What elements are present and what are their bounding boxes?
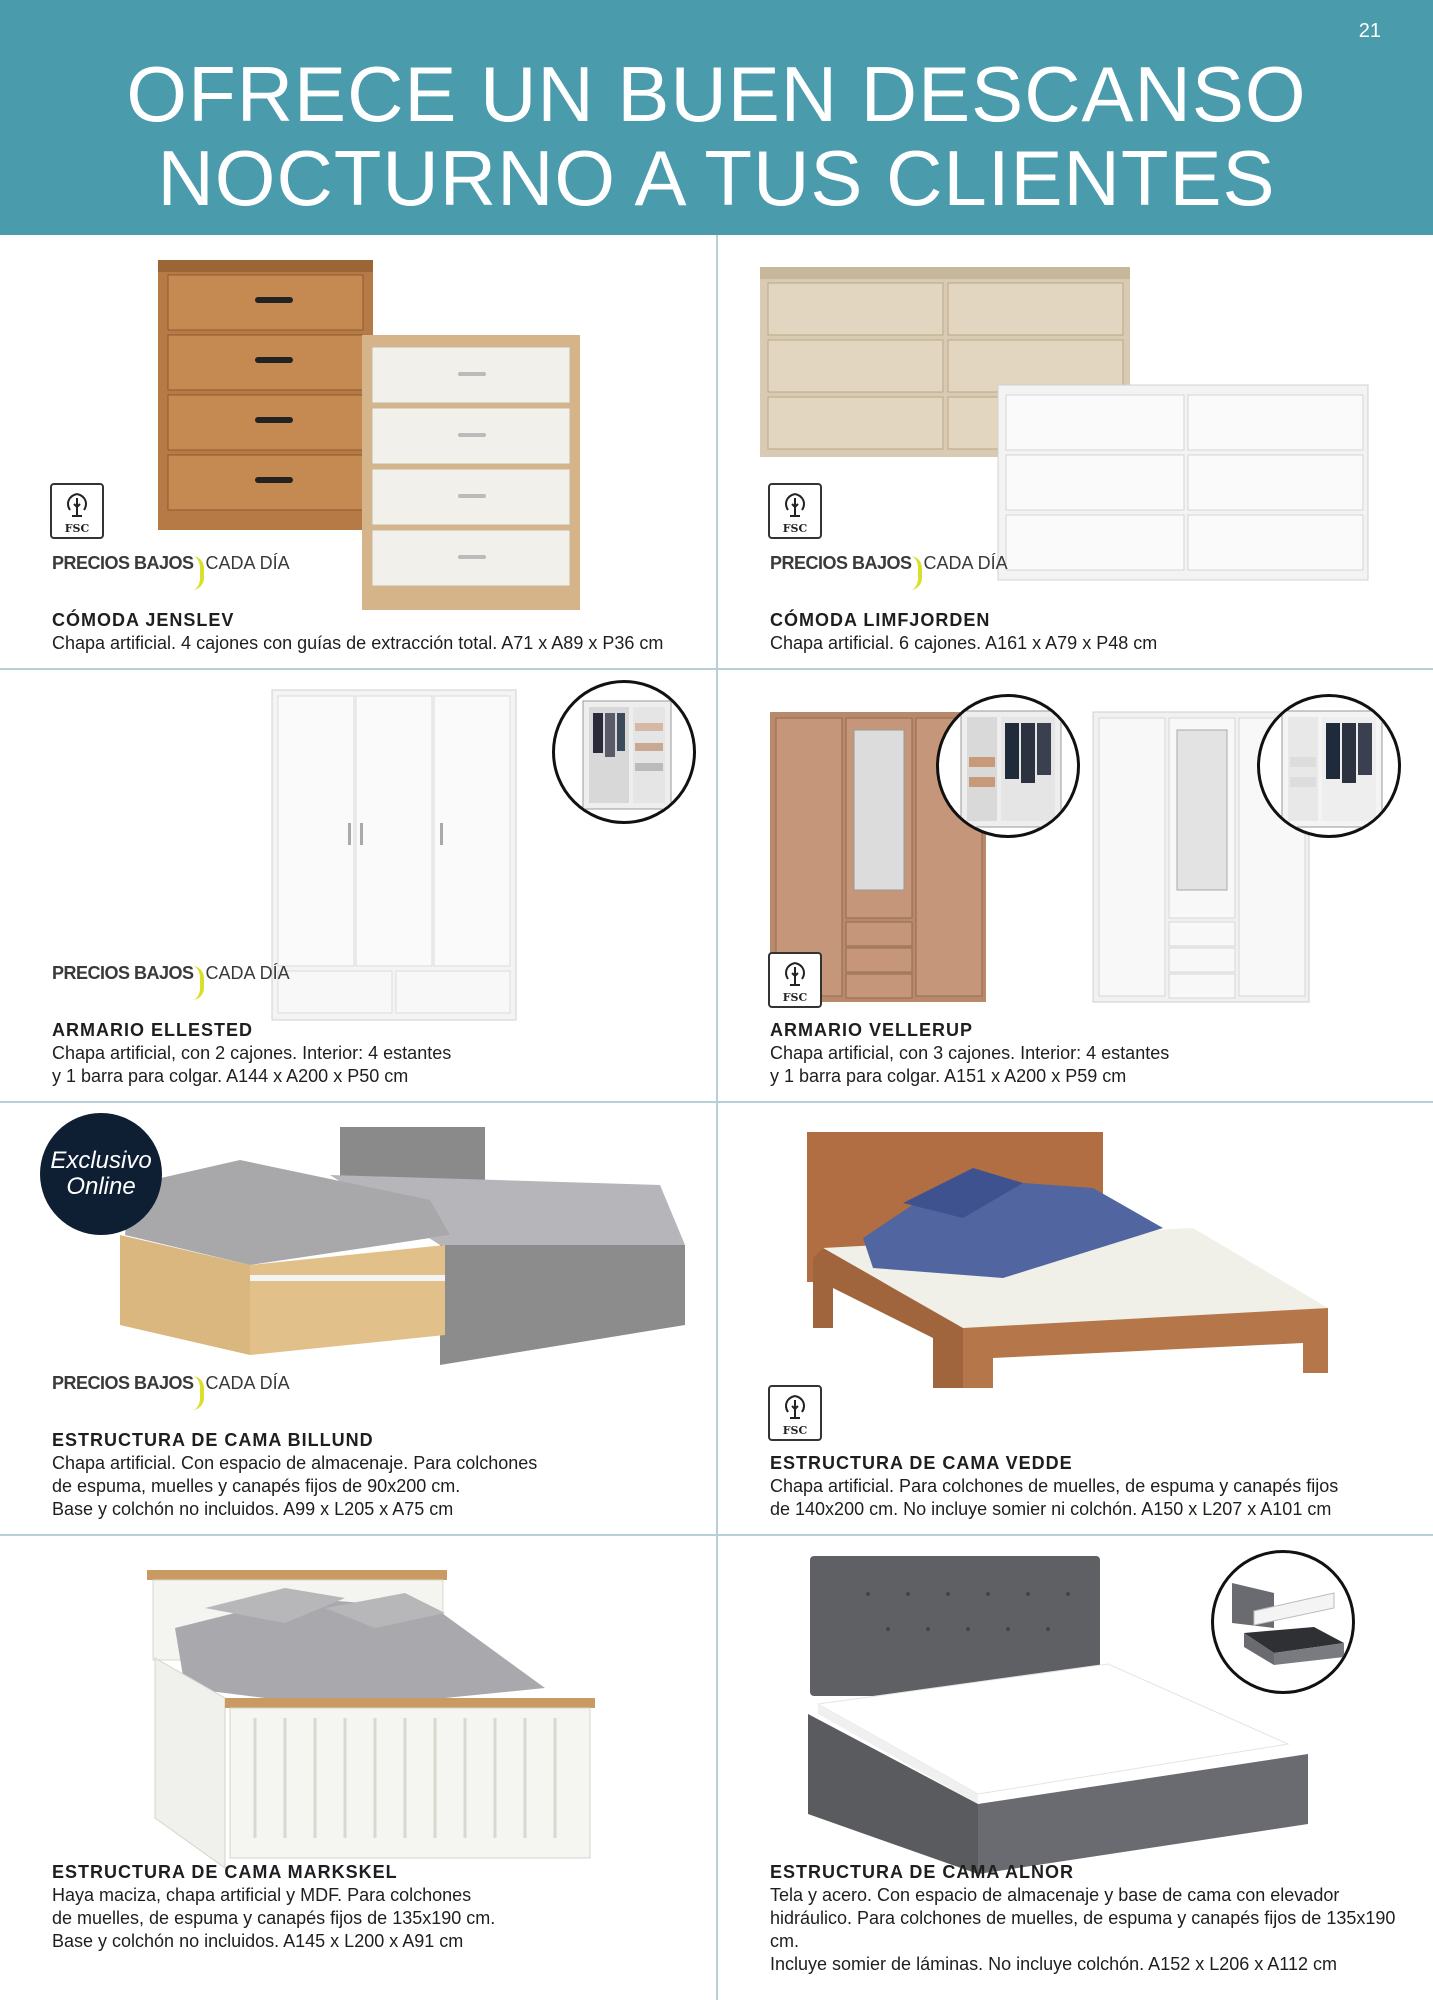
swoosh-icon — [192, 966, 204, 1000]
product-card-jenslev[interactable] — [0, 235, 716, 668]
product-info — [52, 1428, 696, 1521]
product-name: ARMARIO VELLERUP — [770, 1020, 974, 1040]
precios-bajos-badge — [52, 1373, 290, 1413]
fsc-label: FSC — [782, 1424, 808, 1437]
fsc-logo-icon — [768, 1385, 822, 1441]
precios-bajos-badge — [52, 963, 290, 1003]
product-card-vedde[interactable] — [718, 1103, 1433, 1534]
bed-billund-image — [100, 1125, 690, 1375]
product-name: ESTRUCTURA DE CAMA VEDDE — [770, 1453, 1073, 1473]
cada-dia-label: CADA DÍA — [205, 1373, 290, 1393]
fsc-logo-icon — [50, 483, 104, 539]
exclusivo-label: Exclusivo — [50, 1147, 152, 1174]
product-name: ESTRUCTURA DE CAMA MARKSKEL — [52, 1862, 398, 1882]
product-name: ESTRUCTURA DE CAMA BILLUND — [52, 1430, 374, 1450]
fsc-label: FSC — [64, 522, 90, 535]
cada-dia-label: CADA DÍA — [205, 553, 290, 573]
product-name: CÓMODA JENSLEV — [52, 610, 235, 630]
product-info — [770, 1451, 1414, 1521]
product-info — [770, 608, 1414, 655]
product-card-ellested[interactable] — [0, 670, 716, 1101]
product-description: Chapa artificial, con 2 cajones. Interior: 4 estantes y 1 barra para colgar. A144 x A200 x P50 cm — [52, 1043, 452, 1086]
product-description: Chapa artificial. Para colchones de muelles, de espuma y canapés fijos de 140x200 cm. No incluye somier ni colchón. A150 x L207 x A101 cm — [770, 1476, 1339, 1519]
product-info — [770, 1018, 1414, 1088]
interior-view-icon — [936, 694, 1080, 838]
page-title-line-2: NOCTURNO A TUS CLIENTES — [157, 134, 1276, 222]
online-label: Online — [66, 1173, 136, 1200]
product-description: Chapa artificial. 4 cajones con guías de extracción total. A71 x A89 x P36 cm — [52, 633, 664, 653]
cada-dia-label: CADA DÍA — [923, 553, 1008, 573]
bed-markskel-image — [145, 1568, 605, 1888]
interior-view-icon — [1257, 694, 1401, 838]
interior-view-icon — [552, 680, 696, 824]
page-title-line-1: OFRECE UN BUEN DESCANSO — [126, 50, 1307, 138]
swoosh-icon — [910, 556, 922, 590]
product-card-billund[interactable] — [0, 1103, 716, 1534]
product-info — [770, 1860, 1414, 1976]
product-name: CÓMODA LIMFJORDEN — [770, 610, 991, 630]
product-name: ESTRUCTURA DE CAMA ALNOR — [770, 1862, 1074, 1882]
precios-bajos-label: PRECIOS BAJOS — [52, 963, 194, 983]
product-card-vellerup[interactable] — [718, 670, 1433, 1101]
product-description: Chapa artificial, con 3 cajones. Interior: 4 estantes y 1 barra para colgar. A151 x A200 x P59 cm — [770, 1043, 1170, 1086]
precios-bajos-badge — [770, 553, 1008, 593]
product-card-markskel[interactable] — [0, 1536, 716, 2000]
product-description: Chapa artificial. 6 cajones. A161 x A79 x P48 cm — [770, 633, 1158, 653]
product-description: Tela y acero. Con espacio de almacenaje y base de cama con elevador hidráulico. Para colchones de muelles, de espuma y canapés fijos de 135x190 cm. Incluye somier de láminas. No incluye colchón. A152 x L206 x A112 cm — [770, 1885, 1396, 1974]
product-card-alnor[interactable] — [718, 1536, 1433, 2000]
exclusivo-online-badge — [40, 1113, 162, 1235]
product-info — [52, 1860, 696, 1953]
precios-bajos-label: PRECIOS BAJOS — [52, 1373, 194, 1393]
fsc-label: FSC — [782, 522, 808, 535]
product-card-limfjorden[interactable] — [718, 235, 1433, 668]
precios-bajos-badge — [52, 553, 290, 593]
header-banner — [0, 0, 1433, 235]
product-info — [52, 1018, 696, 1088]
bed-vedde-image — [803, 1128, 1373, 1428]
cada-dia-label: CADA DÍA — [205, 963, 290, 983]
fsc-logo-icon — [768, 952, 822, 1008]
swoosh-icon — [192, 1376, 204, 1410]
fsc-logo-icon — [768, 483, 822, 539]
product-name: ARMARIO ELLESTED — [52, 1020, 254, 1040]
page-title — [0, 52, 1433, 220]
product-description: Chapa artificial. Con espacio de almacenaje. Para colchones de espuma, muelles y canapés fijos de 90x200 cm. Base y colchón no incluidos. A99 x L205 x A75 cm — [52, 1453, 538, 1519]
wardrobe-ellested-image — [270, 688, 520, 1028]
page-number: 21 — [1358, 20, 1381, 42]
storage-lift-icon — [1211, 1550, 1355, 1694]
precios-bajos-label: PRECIOS BAJOS — [52, 553, 194, 573]
dresser-limfjorden-image — [758, 265, 1398, 595]
swoosh-icon — [192, 556, 204, 590]
product-info — [52, 608, 696, 655]
product-description: Haya maciza, chapa artificial y MDF. Para colchones de muelles, de espuma y canapés fijos de 135x190 cm. Base y colchón no incluidos. A145 x L200 x A91 cm — [52, 1885, 496, 1951]
precios-bajos-label: PRECIOS BAJOS — [770, 553, 912, 573]
fsc-label: FSC — [782, 991, 808, 1004]
